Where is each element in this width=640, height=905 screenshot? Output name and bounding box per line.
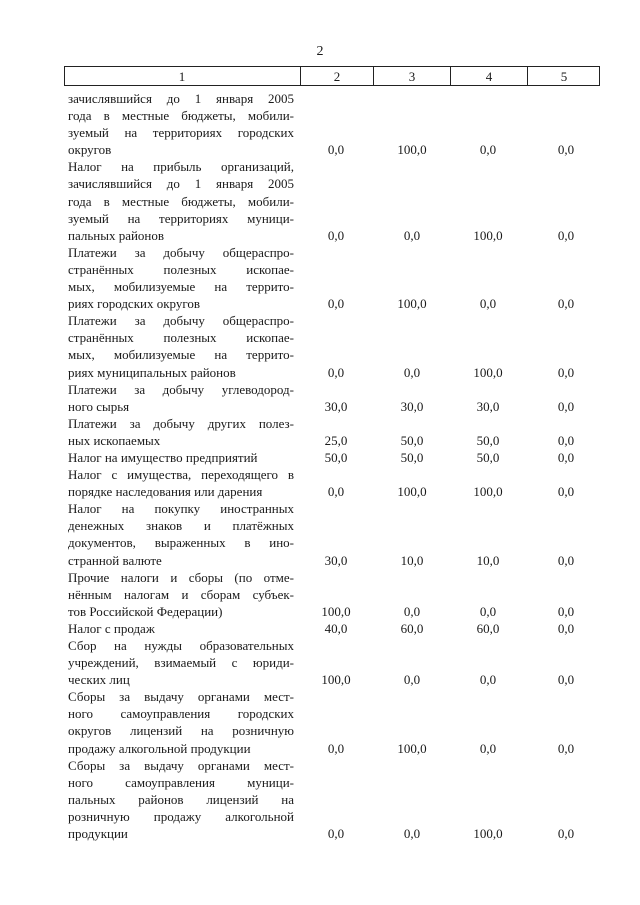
description-line: ного самоуправления городских (68, 706, 294, 722)
value-cell-col5: 0,0 (557, 672, 575, 688)
value-cell-col4: 0,0 (479, 672, 497, 688)
description-line: ного сырья (68, 398, 130, 414)
table-row (0, 620, 640, 637)
row-description (68, 158, 294, 243)
value-cell-col2: 0,0 (327, 484, 345, 500)
value-cell-col5: 0,0 (557, 296, 575, 312)
description-line: Налог на прибыль организаций, (68, 159, 294, 175)
row-description (68, 688, 294, 756)
description-line: странной валюте (68, 552, 162, 568)
value-cell-col2: 40,0 (324, 621, 348, 636)
value-cell-col2: 0,0 (327, 227, 345, 243)
description-line: порядке наследования или дарения (68, 484, 263, 500)
table-row (0, 158, 640, 243)
column-header-1: 1 (178, 69, 186, 84)
value-cell-col3: 100,0 (397, 296, 427, 312)
description-line: Прочие налоги и сборы (по отме- (68, 569, 294, 585)
description-line: ного самоуправления муници- (68, 774, 294, 790)
row-description (68, 312, 294, 380)
column-header-5: 5 (560, 69, 568, 84)
column-header-4: 4 (485, 69, 493, 84)
description-line: мых, мобилизуемые на террито- (68, 347, 294, 363)
value-cell-col5: 0,0 (557, 432, 575, 448)
value-cell-col2: 100,0 (321, 603, 351, 619)
table-row (0, 90, 640, 158)
value-cell-col5: 0,0 (557, 450, 575, 466)
description-line: зачислявшийся до 1 января 2005 (68, 176, 294, 192)
table-row (0, 757, 640, 842)
table-row (0, 500, 640, 568)
value-cell-col3: 0,0 (403, 826, 421, 842)
value-cell-col5: 0,0 (557, 227, 575, 243)
description-line: продукции (68, 826, 128, 842)
description-line: странённых полезных ископае- (68, 261, 294, 277)
row-description (68, 244, 294, 312)
description-line: Налог на имущество предприятий (68, 449, 258, 465)
value-cell-col4: 30,0 (476, 398, 500, 414)
column-header-2: 2 (333, 69, 341, 84)
value-cell-col3: 50,0 (400, 432, 424, 448)
description-line: странённых полезных ископае- (68, 330, 294, 346)
value-cell-col5: 0,0 (557, 621, 575, 636)
description-line: зачислявшийся до 1 января 2005 (68, 91, 294, 106)
value-cell-col5: 0,0 (557, 740, 575, 756)
value-cell-col3: 100,0 (397, 740, 427, 756)
table-row (0, 637, 640, 688)
description-line: Налог с продаж (68, 620, 155, 636)
table-row (0, 688, 640, 756)
description-line: учреждений, взимаемый с юриди- (68, 655, 294, 671)
value-cell-col4: 100,0 (473, 484, 503, 500)
value-cell-col3: 100,0 (397, 142, 427, 158)
value-cell-col2: 0,0 (327, 296, 345, 312)
table-row (0, 244, 640, 312)
value-cell-col2: 0,0 (327, 740, 345, 756)
value-cell-col2: 0,0 (327, 364, 345, 380)
value-cell-col2: 30,0 (324, 398, 348, 414)
value-cell-col5: 0,0 (557, 142, 575, 158)
description-line: розничную продажу алкогольной (68, 808, 294, 824)
value-cell-col4: 0,0 (479, 296, 497, 312)
description-line: продажу алкогольной продукции (68, 740, 251, 756)
description-line: Платежи за добычу углеводород- (68, 381, 294, 397)
table-row (0, 415, 640, 449)
description-line: ных ископаемых (68, 432, 161, 448)
description-line: года в местные бюджеты, мобили- (68, 108, 294, 124)
row-description (68, 449, 294, 466)
value-cell-col3: 10,0 (400, 552, 424, 568)
value-cell-col2: 50,0 (324, 450, 348, 466)
value-cell-col5: 0,0 (557, 398, 575, 414)
value-cell-col2: 0,0 (327, 826, 345, 842)
description-line: Платежи за добычу общераспро- (68, 313, 294, 329)
description-line: округов лицензий на розничную (68, 723, 294, 739)
value-cell-col4: 0,0 (479, 740, 497, 756)
value-cell-col4: 60,0 (476, 621, 500, 636)
description-line: Платежи за добычу общераспро- (68, 244, 294, 260)
row-description (68, 569, 294, 620)
value-cell-col2: 25,0 (324, 432, 348, 448)
value-cell-col3: 60,0 (400, 621, 424, 636)
value-cell-col4: 0,0 (479, 142, 497, 158)
value-cell-col5: 0,0 (557, 826, 575, 842)
row-description (68, 637, 294, 688)
description-line: денежных знаков и платёжных (68, 518, 294, 534)
column-header-3: 3 (408, 69, 416, 84)
description-line: мых, мобилизуемые на террито- (68, 279, 294, 295)
value-cell-col4: 10,0 (476, 552, 500, 568)
value-cell-col5: 0,0 (557, 552, 575, 568)
description-line: пальных районов (68, 227, 165, 243)
value-cell-col3: 50,0 (400, 450, 424, 466)
description-line: Налог с имущества, переходящего в (68, 467, 294, 483)
table-row (0, 569, 640, 620)
row-description (68, 500, 294, 568)
value-cell-col3: 0,0 (403, 364, 421, 380)
value-cell-col5: 0,0 (557, 484, 575, 500)
value-cell-col3: 100,0 (397, 484, 427, 500)
value-cell-col5: 0,0 (557, 364, 575, 380)
value-cell-col4: 50,0 (476, 432, 500, 448)
row-description (68, 415, 294, 449)
description-line: зуемый на территориях городских (68, 125, 294, 141)
row-description (68, 620, 294, 637)
value-cell-col5: 0,0 (557, 603, 575, 619)
description-line: документов, выраженных в ино- (68, 535, 294, 551)
description-line: Налог на покупку иностранных (68, 501, 294, 517)
description-line: нённым налогам и сборам субъек- (68, 586, 294, 602)
value-cell-col4: 0,0 (479, 603, 497, 619)
page-number: 2 (316, 44, 324, 59)
row-description (68, 757, 294, 842)
description-line: риях муниципальных районов (68, 364, 236, 380)
value-cell-col4: 100,0 (473, 826, 503, 842)
value-cell-col3: 0,0 (403, 227, 421, 243)
value-cell-col4: 100,0 (473, 227, 503, 243)
value-cell-col4: 100,0 (473, 364, 503, 380)
description-line: округов (68, 142, 112, 158)
row-description (68, 381, 294, 415)
value-cell-col3: 0,0 (403, 672, 421, 688)
description-line: Сборы за выдачу органами мест- (68, 757, 294, 773)
row-description (68, 90, 294, 158)
value-cell-col3: 30,0 (400, 398, 424, 414)
description-line: пальных районов лицензий на (68, 791, 294, 807)
table-row (0, 312, 640, 380)
description-line: риях городских округов (68, 296, 201, 312)
description-line: года в местные бюджеты, мобили- (68, 193, 294, 209)
description-line: ческих лиц (68, 672, 130, 688)
description-line: Сборы за выдачу органами мест- (68, 689, 294, 705)
value-cell-col2: 0,0 (327, 142, 345, 158)
value-cell-col3: 0,0 (403, 603, 421, 619)
description-line: тов Российской Федерации) (68, 603, 223, 619)
row-description (68, 466, 294, 500)
description-line: Сбор на нужды образовательных (68, 638, 294, 653)
description-line: Платежи за добычу других полез- (68, 415, 294, 431)
table-row (0, 381, 640, 415)
table-body (0, 90, 640, 842)
value-cell-col2: 100,0 (321, 672, 351, 688)
table-row (0, 449, 640, 466)
description-line: зуемый на территориях муници- (68, 210, 294, 226)
value-cell-col2: 30,0 (324, 552, 348, 568)
table-column-header (64, 66, 600, 86)
table-row (0, 466, 640, 500)
value-cell-col4: 50,0 (476, 450, 500, 466)
